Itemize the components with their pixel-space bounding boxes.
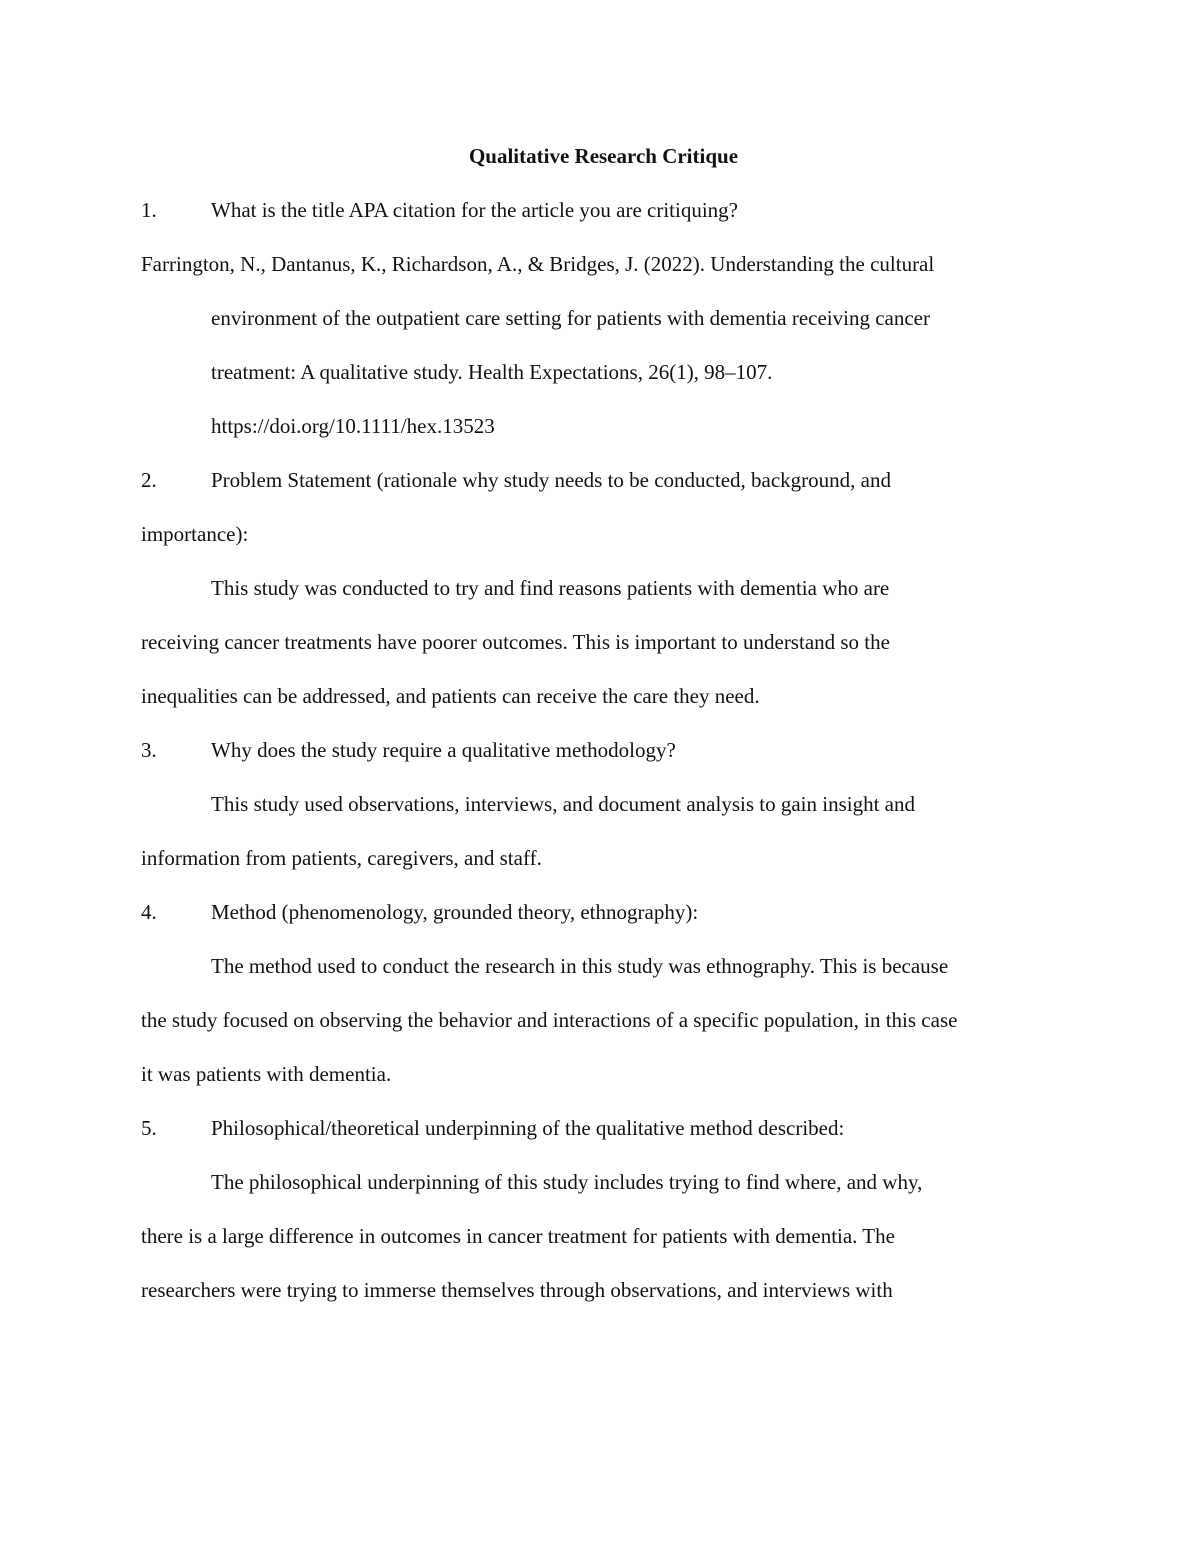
question-2-text: Problem Statement (rationale why study needs to be conducted, background, and [211, 468, 891, 492]
question-2-text-continued: importance): [141, 522, 249, 546]
citation-doi: https://doi.org/10.1111/hex.13523 [211, 414, 495, 438]
answer-line: inequalities can be addressed, and patients can receive the care they need. [141, 684, 760, 708]
answer-line: This study used observations, interviews, and document analysis to gain insight and [211, 792, 915, 816]
answer-line: information from patients, caregivers, and staff. [141, 846, 542, 870]
question-4-text: Method (phenomenology, grounded theory, ethnography): [211, 900, 699, 924]
answer-line: it was patients with dementia. [141, 1062, 392, 1086]
answer-line: The method used to conduct the research in this study was ethnography. This is because [211, 954, 949, 978]
answer-line: This study was conducted to try and find reasons patients with dementia who are [211, 576, 890, 600]
document-body [141, 136, 1066, 1324]
question-1 [141, 190, 1066, 244]
question-1-text: What is the title APA citation for the article you are critiquing? [211, 198, 738, 222]
question-5-text: Philosophical/theoretical underpinning of the qualitative method described: [211, 1116, 845, 1140]
question-2-number: 2. [141, 468, 157, 492]
answer-line: The philosophical underpinning of this study includes trying to find where, and why, [211, 1170, 923, 1194]
question-5-number: 5. [141, 1116, 157, 1140]
question-4-number: 4. [141, 900, 157, 924]
answer-line: there is a large difference in outcomes in cancer treatment for patients with dementia. The [141, 1224, 895, 1248]
answer-line: the study focused on observing the behavior and interactions of a specific population, in this case [141, 1008, 958, 1032]
citation-line: Farrington, N., Dantanus, K., Richardson, A., & Bridges, J. (2022). Understanding the cultural [141, 252, 935, 276]
page-title: Qualitative Research Critique [468, 144, 739, 168]
answer-line: receiving cancer treatments have poorer outcomes. This is important to understand so the [141, 630, 890, 654]
answer-line: researchers were trying to immerse themselves through observations, and interviews with [141, 1278, 893, 1302]
citation-line: treatment: A qualitative study. Health Expectations, 26(1), 98–107. [211, 360, 773, 384]
question-1-number: 1. [141, 198, 157, 222]
question-2 [141, 460, 1066, 514]
question-5 [141, 1108, 1066, 1162]
question-3-number: 3. [141, 738, 157, 762]
question-3-text: Why does the study require a qualitative methodology? [211, 738, 676, 762]
question-3 [141, 730, 1066, 784]
question-4 [141, 892, 1066, 946]
citation-line: environment of the outpatient care setting for patients with dementia receiving cancer [211, 306, 930, 330]
